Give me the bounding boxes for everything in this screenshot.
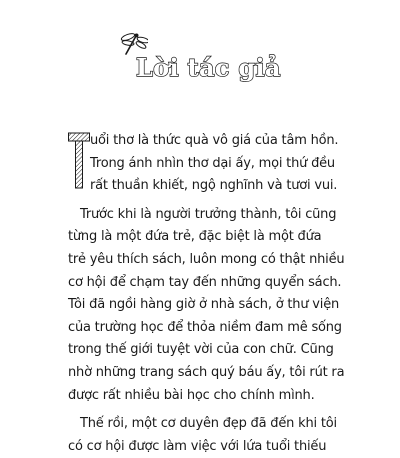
- text-line: Tôi đã ngồi hàng giờ ở nhà sách, ở thư viện: [68, 297, 340, 313]
- text-line: có cơ hội được làm việc với lứa tuổi thiếu: [68, 438, 327, 454]
- text-line: Trong ánh nhìn thơ dại ấy, mọi thứ đều: [90, 155, 335, 171]
- text-line: uổi thơ là thức quà vô giá của tâm hồn.: [90, 133, 339, 148]
- paragraph-2: [68, 204, 368, 407]
- text-line: rất thuần khiết, ngộ nghĩnh và tươi vui.: [90, 178, 338, 194]
- page-title: Lời tác giả: [136, 53, 281, 82]
- text-line: trẻ yêu thích sách, luôn mong có thật nhiều: [68, 251, 345, 267]
- dropcap-letter: [68, 130, 104, 178]
- body-text: [68, 130, 368, 458]
- text-line: trong thế giới tuyệt vời của con chữ. Cũng: [68, 342, 334, 358]
- text-line: của trường học để thỏa niềm đam mê sống: [68, 319, 342, 335]
- text-line: Trước khi là người trưởng thành, tôi cũng: [80, 206, 337, 222]
- text-line: được rất nhiều bài học cho chính mình.: [68, 387, 315, 403]
- paragraph-1: [68, 130, 368, 198]
- text-line: cơ hội để chạm tay đến những quyển sách.: [68, 274, 342, 290]
- text-line: từng là một đứa trẻ, đặc biệt là một đứa: [68, 229, 322, 245]
- text-line: Thế rồi, một cơ duyên đẹp đã đến khi tôi: [80, 416, 337, 432]
- text-line: nhờ những trang sách quý báu ấy, tôi rút ra: [68, 364, 345, 380]
- chapter-heading: [108, 32, 308, 88]
- paragraph-3: [68, 413, 368, 458]
